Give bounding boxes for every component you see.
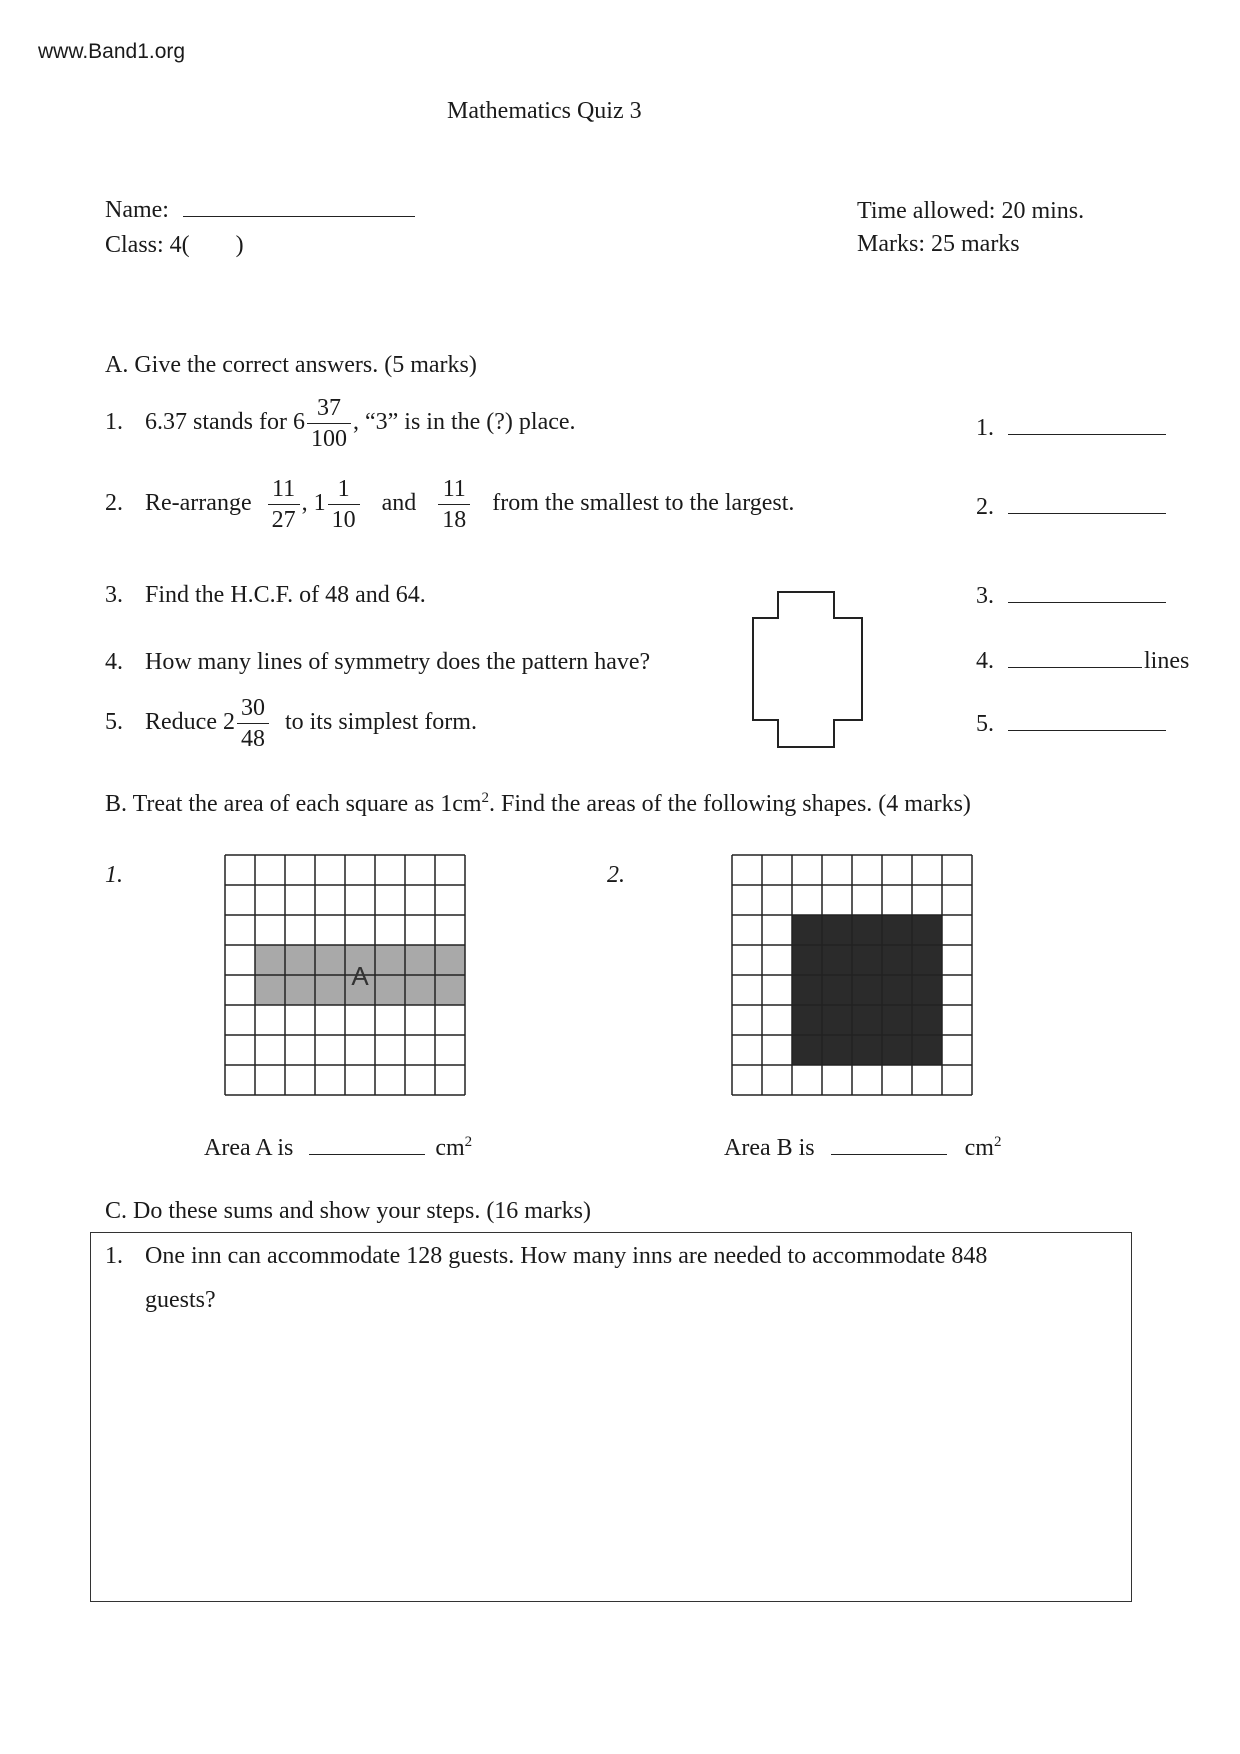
area-b-field[interactable] <box>831 1130 947 1155</box>
answer-field[interactable] <box>1008 491 1166 514</box>
answer-area-a <box>204 1130 472 1162</box>
fraction-denominator: 48 <box>240 726 265 752</box>
question-a2: 2. Re-arrange $\frac{11}{27}$ , 1 $\frac{1}{10}$ and $\frac{11}{18}$ from the smallest to the largest. <box>105 476 795 533</box>
shape2-number: 2. <box>607 862 625 888</box>
answer-number: 4. <box>976 648 994 674</box>
section-b-heading <box>105 790 971 818</box>
answer-field[interactable] <box>1008 412 1166 435</box>
fraction <box>268 477 300 532</box>
fraction-denominator: 18 <box>442 507 467 533</box>
question-number: 5. <box>105 709 123 736</box>
site-url: www.Band1.org <box>38 40 186 63</box>
fraction <box>237 696 269 751</box>
pattern-outline <box>753 592 862 747</box>
work-box[interactable] <box>90 1232 1132 1602</box>
unit: cm <box>964 1135 994 1161</box>
question-a4 <box>105 649 650 676</box>
fraction <box>438 477 470 532</box>
unit: cm <box>435 1135 465 1161</box>
name-row <box>105 192 415 224</box>
question-text: Re-arrange <box>145 490 252 517</box>
symmetry-pattern <box>750 590 870 750</box>
superscript: 2 <box>464 1134 473 1150</box>
fraction <box>328 477 360 532</box>
question-number: 3. <box>105 582 123 608</box>
question-a1 <box>105 396 576 451</box>
question-text: to its simplest form. <box>284 709 477 736</box>
answer-number: 1. <box>976 415 994 441</box>
fraction <box>307 396 351 451</box>
answer-area-b <box>724 1130 1001 1162</box>
question-number: 1. <box>105 409 123 436</box>
total-marks: Marks: 25 marks <box>857 231 1020 257</box>
section-b-heading-text: . Find the areas of the following shapes. (4 marks) <box>489 791 971 817</box>
answer-field[interactable] <box>1008 580 1166 603</box>
answer-field[interactable] <box>1008 645 1142 668</box>
superscript: 2 <box>993 1134 1002 1150</box>
section-c-heading: C. Do these sums and show your steps. (16 marks) <box>105 1198 591 1224</box>
grid-shape-a <box>224 854 466 1096</box>
answer-field[interactable] <box>1008 708 1166 731</box>
answer-number: 5. <box>976 711 994 737</box>
time-allowed: Time allowed: 20 mins. <box>857 198 1085 224</box>
answer-number: 3. <box>976 583 994 609</box>
answer-a1 <box>976 412 1166 442</box>
question-text: Find the H.C.F. of 48 and 64. <box>145 582 426 608</box>
fraction-numerator: 30 <box>237 696 269 724</box>
question-text: One inn can accommodate 128 guests. How many inns are needed to accommodate 848 <box>145 1243 988 1269</box>
section-a-heading: A. Give the correct answers. (5 marks) <box>105 352 477 378</box>
question-a3 <box>105 582 426 609</box>
mixed-whole: 1 <box>313 490 326 517</box>
question-number: 2. <box>105 490 123 517</box>
question-number: 4. <box>105 649 123 675</box>
shape-label: A <box>351 961 369 991</box>
class-row <box>105 232 244 259</box>
question-text: Reduce 2 <box>145 709 235 736</box>
answer-area-b-label: Area B is <box>724 1135 815 1161</box>
page-title: Mathematics Quiz 3 <box>447 98 642 124</box>
question-text: , “3” is in the (?) place. <box>352 409 576 436</box>
question-text: from the smallest to the largest. <box>492 490 795 517</box>
name-field[interactable] <box>183 192 415 217</box>
class-label: Class: 4( <box>105 232 190 258</box>
question-number: 1. <box>105 1243 123 1269</box>
grid-shape-b <box>731 854 973 1096</box>
answer-a5 <box>976 708 1166 738</box>
answer-a2 <box>976 491 1166 521</box>
fraction-numerator: 11 <box>438 477 470 505</box>
fraction-numerator: 11 <box>268 477 300 505</box>
question-text: and <box>381 490 417 517</box>
area-a-field[interactable] <box>309 1130 425 1155</box>
question-text: 6.37 stands for 6 <box>145 409 305 436</box>
fraction-numerator: 1 <box>328 477 360 505</box>
section-b-heading-text: B. Treat the area of each square as 1cm <box>105 791 482 817</box>
shape1-number: 1. <box>105 862 123 888</box>
fraction-denominator: 10 <box>331 507 356 533</box>
question-a5 <box>105 696 477 751</box>
answer-a3 <box>976 580 1166 610</box>
answer-unit: lines <box>1144 648 1190 674</box>
fraction-denominator: 100 <box>310 426 347 452</box>
superscript: 2 <box>481 790 490 806</box>
question-text: How many lines of symmetry does the pattern have? <box>145 649 651 675</box>
class-close: ) <box>235 232 244 258</box>
name-label: Name: <box>105 197 169 223</box>
answer-a4 <box>976 645 1189 675</box>
answer-area-a-label: Area A is <box>204 1135 294 1161</box>
question-c1 <box>105 1243 987 1270</box>
question-c1-cont: guests? <box>145 1287 216 1313</box>
answer-number: 2. <box>976 494 994 520</box>
fraction-numerator: 37 <box>307 396 351 424</box>
fraction-denominator: 27 <box>271 507 296 533</box>
shaded-region <box>792 915 942 1065</box>
